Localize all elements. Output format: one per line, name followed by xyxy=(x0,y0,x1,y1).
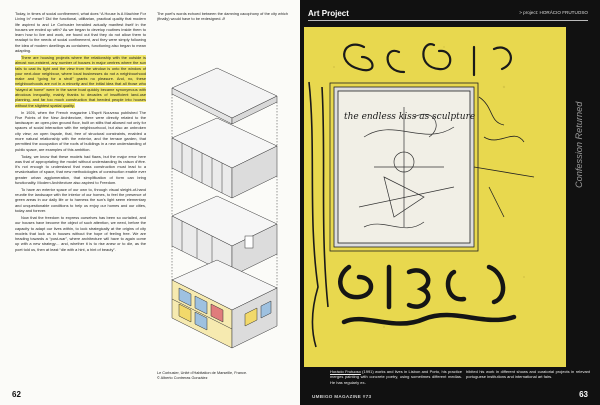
caption-title: Le Corbusier, Unité d’Habitation de Marseille, France. xyxy=(157,371,248,375)
article-paragraph: To have an exterior space of our own to, through visual sleight-of-hand reunite the landscape with the interior of our homes, to feel the presence of green areas in our daily life or to harness the sun’s light seem elementary and unquestionable conditions to help us enjoy our homes and our cities, today and forever. xyxy=(15,186,146,214)
end-mark: // xyxy=(222,16,225,22)
closing-text: The poet’s words echoed between the damning cacophony of the city which (finally) would have to be redesigned. xyxy=(157,11,288,22)
article-paragraph xyxy=(157,11,288,22)
artist-bio-column-2: hibited his work in different shows and curatorial projects in relevant portuguese institutions and international art fairs. xyxy=(466,369,590,380)
artist-bio-column-1 xyxy=(330,369,462,385)
article-paragraph: Now that the freedom to express ourselves has been so curtailed, and our houses have become the object of such attention, we need, before the capacity to adapt our lives within, to look strategically at the origins of city models that lock us in houses without the hope of feeling free. We are heading towards a “post-war”, where architecture will have to again come up with a new strategy… and, whether it is to rise anew or to die, as the poet told us, then at least “die with a hint, a hint of beauty”. xyxy=(15,214,146,252)
project-artist: HORÁCIO FRUTUOSO xyxy=(539,10,588,15)
section-title: Art Project xyxy=(308,9,349,18)
vertical-artwork-title: Confession Returned xyxy=(574,101,584,188)
magazine-footer: UMBIGO MAGAZINE #73 xyxy=(312,394,372,399)
artwork-handwriting: the endless kiss as sculpture xyxy=(344,112,476,122)
article-column-1 xyxy=(15,11,146,381)
article-paragraph: In 1926, when the French magazine L’Esprit Nouveau published The Five Points of the New Architecture, there were directly related to the landscape: an open-plan ground floor, built on stilts that allowed not only for spaces of social interaction with the neighbourhood, but also an unbroken city view; an open façade, that, free of structural constraints, enabled a more natural relationship with the exterior, and the terrace garden, that permitted the occupation of the roofs of buildings in a new understanding of public space, are examples of this ambition. xyxy=(15,109,146,152)
caption-credit: © Alberto Contreras González xyxy=(157,375,208,380)
article-paragraph: Today, in times of social confinement, what does “A House Is A Machine For Living In” mean? Did the functional, utilitarian, practical quality that modern life aspired to and Le Corbusier heralded actually manifest itself in the houses we ended up with? As we began to develop routines inside them to learn how to live and work, we found out that they do not allow them to readapt to the needs of social confinement, and they were simply following the idea of modern dwellings as containers, functioning also began to mean adapting. xyxy=(15,11,146,54)
page-number-right: 63 xyxy=(579,390,588,399)
bio-text: (1991) works and lives in Lisbon and Porto, his practice merges painting with concrete poetry, using sometimes different medias. He has regularly ex- xyxy=(330,369,462,385)
article-paragraph xyxy=(15,55,146,108)
header-rule xyxy=(308,20,588,21)
artwork-illustration xyxy=(304,27,566,367)
highlighted-text: There are housing projects where the relationship with the outside is almost non-existent, any number of houses in major centres where the sun fails to cast its light and the view from the window is onto the window of your next-door neighbour, where local businesses do not a neighbourhood make and “going for a stroll” grants no pleasure. And, no, these neighbourhoods are not in a minority and the initial idea that all those who “stayed at home” were in the same boat quickly became synonymous with atrocious inequality, mainly thanks to decades of insufficient land-use planning, and far too much construction that heeded people into houses without the slightest spatial quality. xyxy=(15,54,146,108)
axonometric-drawing xyxy=(157,48,292,368)
article-paragraph: Today, we know that these models had flaws, but the major error here was that of appropriating the model without understanding its raison d’être. It’s not enough to understand that mass construction must lead to a revalorisation of space, that new methodologies of construction enable ever greater urban agglomeration, that simplification of form can bring functionality. Modern Architecture also aspired to Freedom. xyxy=(15,153,146,185)
artwork-image xyxy=(304,27,566,367)
project-label xyxy=(519,10,588,15)
page-number-left: 62 xyxy=(12,390,21,399)
figure-caption xyxy=(157,371,292,381)
artist-name-link[interactable]: Horácio Frutuoso xyxy=(330,369,361,374)
article-column-2 xyxy=(157,11,288,41)
project-prefix: > project: xyxy=(519,10,539,15)
